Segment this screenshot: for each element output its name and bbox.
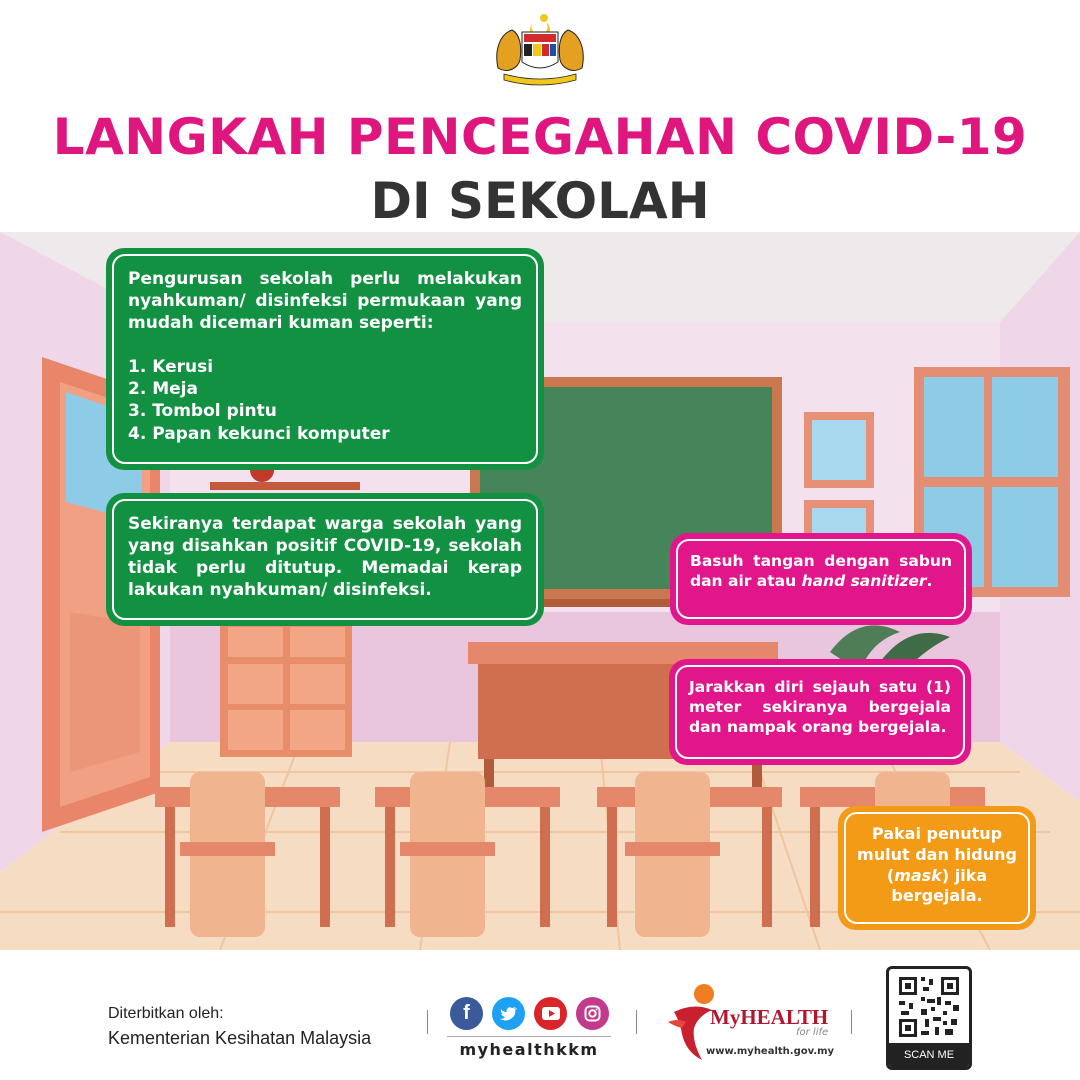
distancing-info-box	[669, 659, 971, 765]
facebook-icon[interactable]: f	[450, 997, 483, 1030]
malaysia-coat-of-arms-emblem	[490, 10, 590, 88]
social-handle[interactable]: myhealthkkm	[447, 1036, 611, 1059]
mask-text-part2: ) jika bergejala.	[891, 865, 988, 906]
qr-code-frame[interactable]	[886, 966, 972, 1070]
list-item: 1. Kerusi	[128, 357, 214, 378]
myhealth-url[interactable]: www.myhealth.gov.my	[706, 1046, 835, 1057]
handwash-text-italic: hand sanitizer	[801, 572, 927, 591]
qr-code-icon	[897, 975, 961, 1039]
disinfection-info-box	[106, 248, 544, 470]
handwash-text	[676, 539, 966, 619]
list-item: 3. Tombol pintu	[128, 401, 277, 422]
mask-text-italic: mask	[894, 865, 942, 885]
handwash-info-box	[670, 533, 972, 625]
mask-text-part1: Pakai penutup mulut dan hidung (	[857, 824, 1017, 885]
published-by-label: Diterbitkan oleh:	[108, 1005, 224, 1022]
twitter-icon[interactable]	[492, 997, 525, 1030]
footer-divider	[427, 1010, 428, 1034]
handwash-text-end: .	[926, 572, 933, 591]
myhealth-brand-name: MyHEALTH	[710, 1005, 829, 1029]
disinfection-surface-list	[128, 356, 522, 444]
positive-case-info-box	[106, 493, 544, 626]
mask-text	[844, 812, 1030, 924]
footer-divider	[851, 1010, 852, 1034]
publisher-name: Kementerian Kesihatan Malaysia	[108, 1028, 372, 1048]
footer-divider	[636, 1010, 637, 1034]
instagram-icon[interactable]	[576, 997, 609, 1030]
myhealth-tagline: for life	[796, 1027, 829, 1038]
disinfection-intro-text: Pengurusan sekolah perlu melakukan nyahkuman/ disinfeksi permukaan yang mudah dicemari kuman seperti:	[128, 269, 522, 334]
scan-me-label: SCAN ME	[889, 1043, 969, 1067]
list-item: 2. Meja	[128, 379, 198, 400]
positive-case-text: Sekiranya terdapat warga sekolah yang yang disahkan positif COVID-19, sekolah tidak perlu ditutup. Memadai kerap lakukan nyahkuman/ disinfeksi.	[112, 499, 538, 620]
list-item: 4. Papan kekunci komputer	[128, 423, 390, 444]
distancing-text: Jarakkan diri sejauh satu (1) meter sekiranya bergejala dan nampak orang bergejala.	[675, 665, 965, 759]
youtube-icon[interactable]	[534, 997, 567, 1030]
page-title-line2: DI SEKOLAH	[370, 172, 710, 230]
page-title-line1: LANGKAH PENCEGAHAN COVID-19	[52, 108, 1028, 166]
handwash-text-main: Basuh tangan dengan sabun dan air atau	[690, 552, 952, 591]
mask-info-box	[838, 806, 1036, 930]
